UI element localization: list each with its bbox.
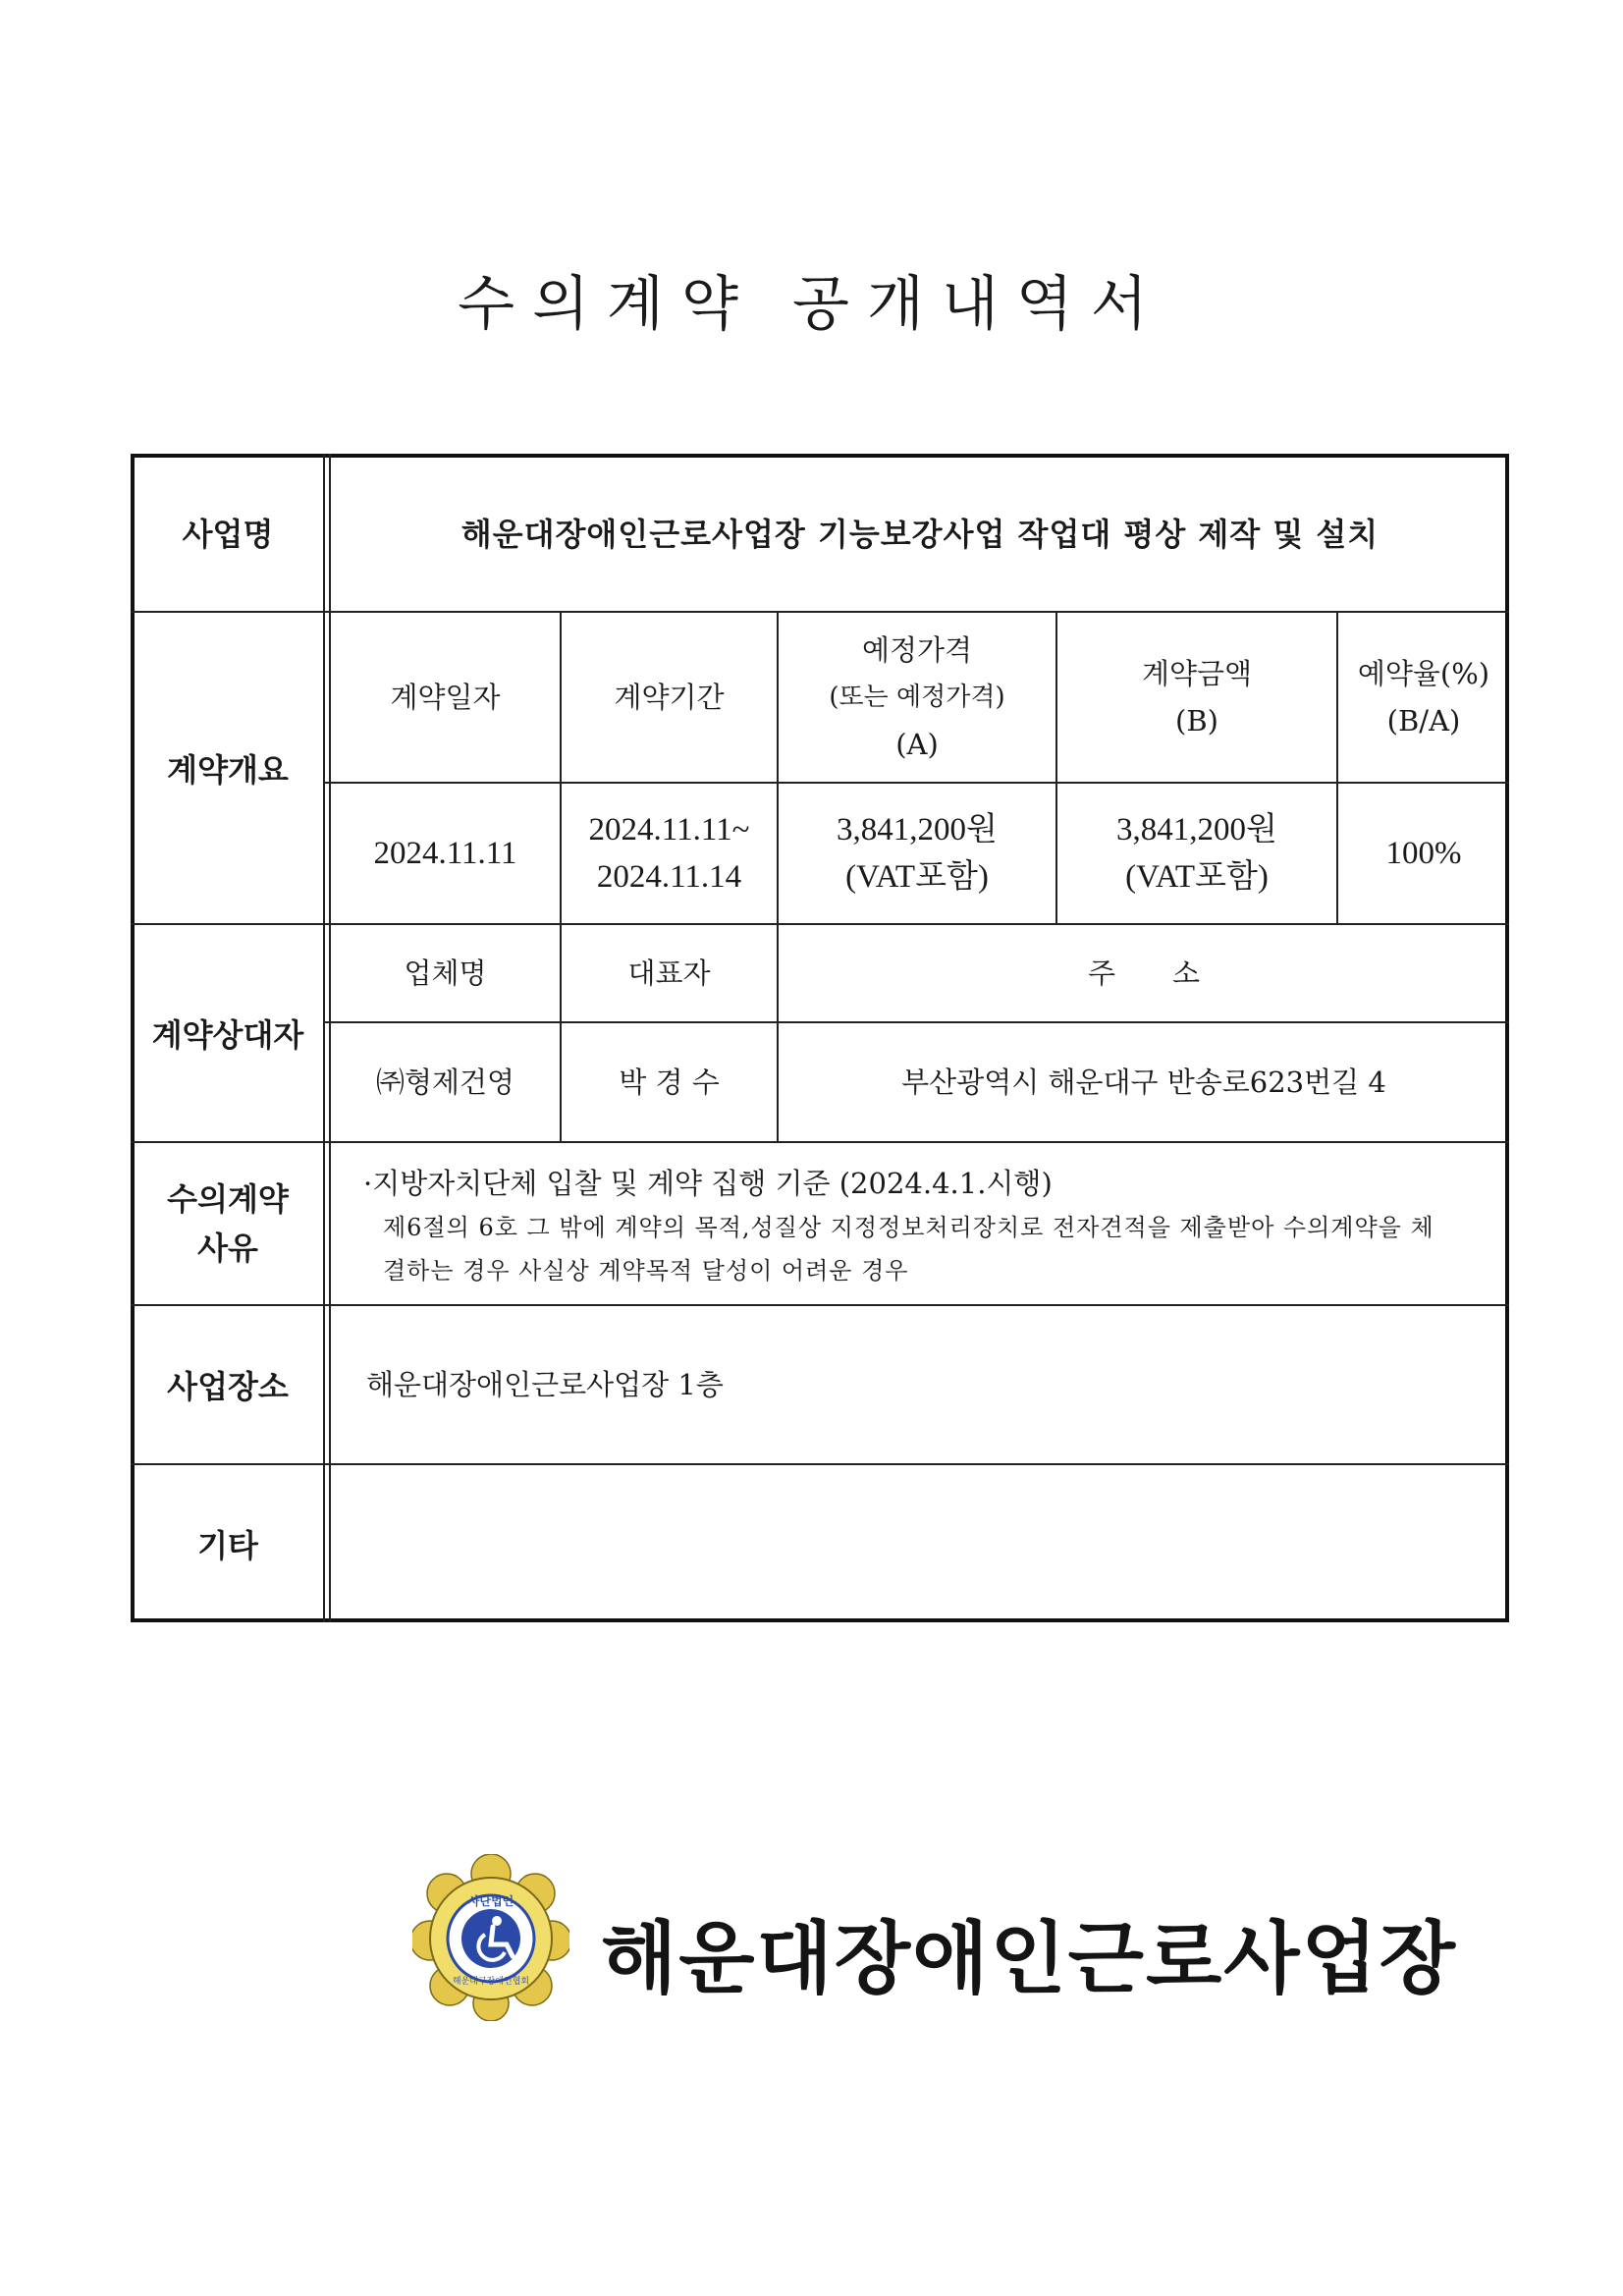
location-value: 해운대장애인근로사업장 1층 xyxy=(366,1368,724,1401)
estimated-price-amount: 3,841,200원 xyxy=(837,812,998,847)
period-end: 2024.11.14 xyxy=(596,859,742,895)
seal-top-text: 사단법인 xyxy=(467,1894,514,1908)
seal-icon xyxy=(412,1854,569,2021)
header-contract-amount-line2: (B) xyxy=(1175,704,1218,738)
project-label: 사업명 xyxy=(182,516,274,553)
row-line xyxy=(131,1141,1509,1143)
company-value: ㈜형제건영 xyxy=(375,1066,515,1099)
contract-date-value: 2024.11.11 xyxy=(373,836,517,871)
contract-summary-label: 계약개요 xyxy=(167,751,289,789)
header-company: 업체명 xyxy=(404,957,487,990)
organization-name: 해운대장애인근로사업장 xyxy=(601,1913,1458,2004)
location-label: 사업장소 xyxy=(167,1368,289,1405)
organization-seal xyxy=(412,1854,569,2021)
estimated-price-vat: (VAT포함) xyxy=(845,859,989,895)
header-estimated-price-line1: 예정가격 xyxy=(861,633,973,667)
period-start: 2024.11.11~ xyxy=(588,812,750,847)
etc-value xyxy=(366,1465,1486,1622)
contract-amount-amount: 3,841,200원 xyxy=(1116,812,1277,847)
header-ratio xyxy=(1338,613,1509,782)
ratio-value: 100% xyxy=(1385,836,1462,871)
representative-value: 박 경 수 xyxy=(619,1066,720,1099)
header-estimated-price-line3: (A) xyxy=(895,728,939,761)
header-contract-date: 계약일자 xyxy=(390,681,501,714)
reason-label xyxy=(131,1143,325,1304)
header-contract-period: 계약기간 xyxy=(614,681,725,714)
reason-standard: ·지방자치단체 입찰 및 계약 집행 기준 (2024.4.1.시행) xyxy=(363,1167,1053,1200)
header-estimated-price-line2: (또는 예정가격) xyxy=(829,683,1005,712)
contract-amount-vat: (VAT포함) xyxy=(1125,859,1269,895)
contract-disclosure-table xyxy=(131,454,1509,1622)
header-ratio-line2: (B/A) xyxy=(1386,704,1461,738)
reason-detail-line2: 결하는 경우 사실상 계약목적 달성이 어려운 경우 xyxy=(383,1257,909,1285)
address-value: 부산광역시 해운대구 반송로623번길 4 xyxy=(901,1066,1386,1099)
project-name: 해운대장애인근로사업장 기능보강사업 작업대 평상 제작 및 설치 xyxy=(460,516,1380,553)
reason-detail-line1: 제6절의 6호 그 밖에 계약의 목적,성질상 지정정보처리장치로 전자견적을 제출받아 수의계약을 체 xyxy=(383,1214,1434,1241)
contract-period-value xyxy=(562,784,777,923)
header-contract-amount xyxy=(1057,613,1336,782)
header-ratio-line1: 예약율(%) xyxy=(1357,657,1490,690)
reason-label-line2: 사유 xyxy=(197,1230,258,1267)
document-title: 수의계약 공개내역서 xyxy=(458,270,1165,339)
contract-amount-value xyxy=(1057,784,1336,923)
header-representative: 대표자 xyxy=(627,957,711,990)
estimated-price-value xyxy=(779,784,1055,923)
header-address: 주 소 xyxy=(1087,957,1201,990)
counterparty-label: 계약상대자 xyxy=(151,1016,304,1054)
header-contract-amount-line1: 계약금액 xyxy=(1141,657,1253,690)
header-estimated-price xyxy=(779,613,1055,782)
reason-label-line1: 수의계약 xyxy=(167,1180,289,1218)
etc-label: 기타 xyxy=(197,1527,258,1564)
seal-ring-text: 해운대구장애인협회 xyxy=(452,1977,530,1987)
reason-content xyxy=(352,1161,1495,1292)
